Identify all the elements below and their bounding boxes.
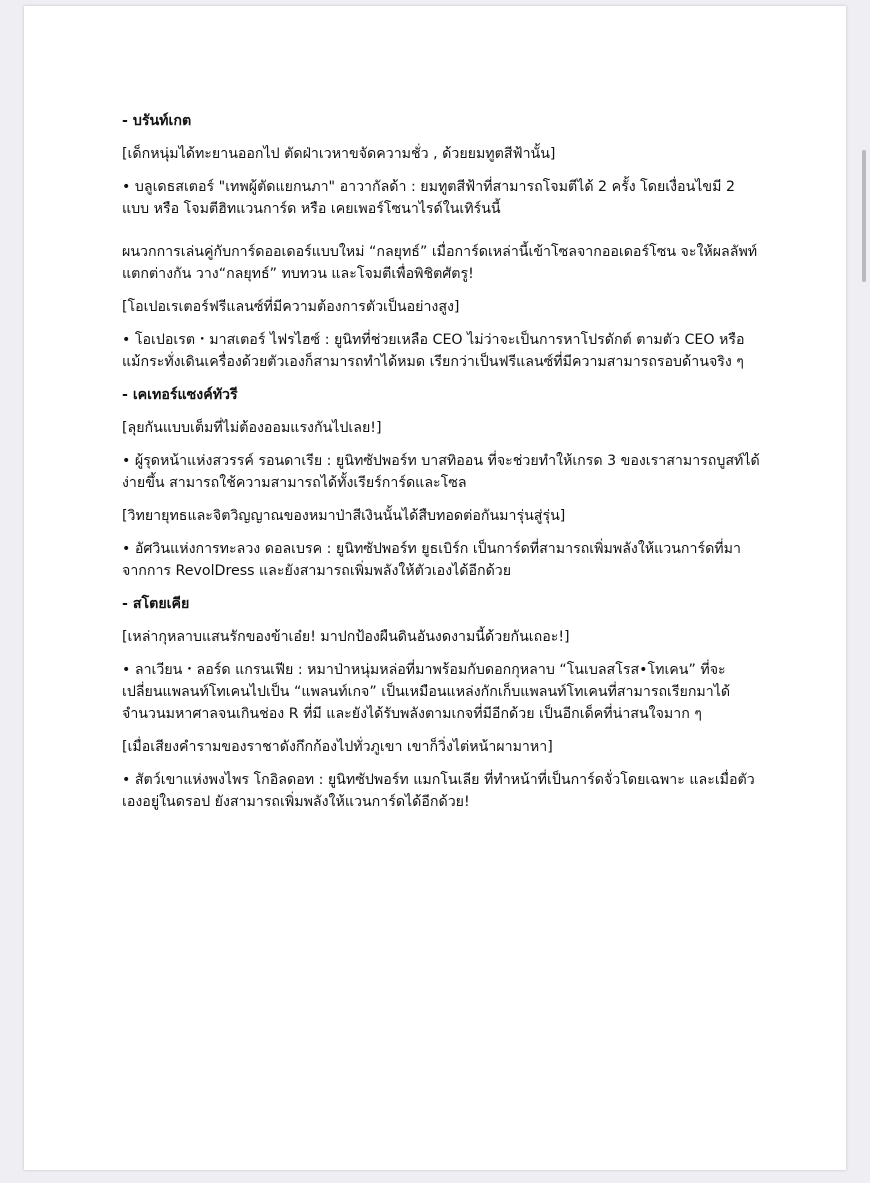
card-description: • ลาเวียน・ลอร์ด แกรนเฟีย : หมาป่าหนุ่มหล่อที่มาพร้อมกับดอกกุหลาบ “โนเบลสโรส•โทเคน” ที่จะเปลี่ยนแพลนท์โทเคนไปเป็น “แพลนท์เกจ” เป็นเหมือนแหล่งกักเก็บแพลนท์โทเคนที่สามารถเรียกมาได้จำนวนมหาศาลจนเกินช่อง R ที่มี และยังได้รับพลังตามเกจที่มีอีกด้วย เป็นอีกเด็คที่น่าสนใจมาก ๆ <box>122 662 731 722</box>
section-quote: [เด็กหนุ่มได้ทะยานออกไป ตัดฝ่าเวหาขจัดความชั่ว , ด้วยยมทูตสีฟ้านั้น] <box>122 146 556 162</box>
card-description: • สัตว์เขาแห่งพงไพร โกอิลดอท : ยูนิทซัปพอร์ท แมกโนเลีย ที่ทำหน้าที่เป็นการ์ดจั่วโดยเฉพาะ และเมื่อตัวเองอยู่ในดรอป ยังสามารถเพิ่มพลังให้แวนการ์ดได้อีกด้วย! <box>122 772 755 810</box>
section-keter-sanctuary <box>122 384 762 582</box>
section-heading: - สโตยเคีย <box>122 596 190 612</box>
section-paragraph: ผนวกการเล่นคู่กับการ์ดออเดอร์แบบใหม่ “กลยุทธ์” เมื่อการ์ดเหล่านี้เข้าโซลจากออเดอร์โซน จะให้ผลลัพท์แตกต่างกัน วาง“กลยุทธ์” ทบทวน และโจมตีเพื่อพิชิตศัตรู! <box>122 244 758 282</box>
card-description: • โอเปอเรต・มาสเตอร์ ไฟรไฮซ์ : ยูนิทที่ช่วยเหลือ CEO ไม่ว่าจะเป็นการหาโปรดักต์ ตามตัว CEO หรือแม้กระทั่งเดินเครื่องด้วยตัวเองก็สามารถทำได้หมด เรียกว่าเป็นฟรีแลนซ์ที่มีความสามารถรอบด้านจริง ๆ <box>122 332 745 370</box>
section-stoicheia <box>122 593 762 813</box>
section-quote: [เมื่อเสียงคำรามของราชาดังกึกก้องไปทั่วภูเขา เขาก็วิ่งไต่หน้าผามาหา] <box>122 739 553 755</box>
section-quote: [โอเปอเรเตอร์ฟรีแลนซ์ที่มีความต้องการตัวเป็นอย่างสูง] <box>122 299 460 315</box>
section-heading: - เคเทอร์แซงค์ทัวรี <box>122 387 238 403</box>
document-page <box>24 6 846 1170</box>
page-content <box>122 110 762 824</box>
card-description: • อัศวินแห่งการทะลวง ดอลเบรค : ยูนิทซัปพอร์ท ยูธเบิร์ก เป็นการ์ดที่สามารถเพิ่มพลังให้แวนการ์ดที่มาจากการ RevolDress และยังสามารถเพิ่มพลังให้ตัวเองได้อีกด้วย <box>122 541 741 579</box>
card-description: • ผู้รุดหน้าแห่งสวรรค์ รอนดาเรีย : ยูนิทซัปพอร์ท บาสทิออน ที่จะช่วยทำให้เกรด 3 ของเราสามารถบูสท์ได้ง่ายขึ้น สามารถใช้ความสามารถได้ทั้งเรียร์การ์ดและโซล <box>122 453 760 491</box>
section-quote: [เหล่ากุหลาบแสนรักของข้าเอ๋ย! มาปกป้องผืนดินอันงดงามนี้ด้วยกันเถอะ!] <box>122 629 570 645</box>
vertical-scrollbar[interactable] <box>862 150 866 282</box>
section-quote: [ลุยกันแบบเต็มที่ไม่ต้องออมแรงกันไปเลย!] <box>122 420 382 436</box>
card-description: • บลูเดธสเตอร์ "เทพผู้ตัดแยกนภา" อาวากัลด้า : ยมทูตสีฟ้าที่สามารถโจมตีได้ 2 ครั้ง โดยเงื่อนไขมี 2 แบบ หรือ โจมตีฮิทแวนการ์ด หรือ เคยเพอร์โซนาไรด์ในเทิร์นนี้ <box>122 179 735 217</box>
section-heading: - บรันท์เกต <box>122 113 192 129</box>
section-quote: [วิทยายุทธและจิตวิญญาณของหมาป่าสีเงินนั้นได้สืบทอดต่อกันมารุ่นสู่รุ่น] <box>122 508 566 524</box>
section-bruntgate <box>122 110 762 373</box>
